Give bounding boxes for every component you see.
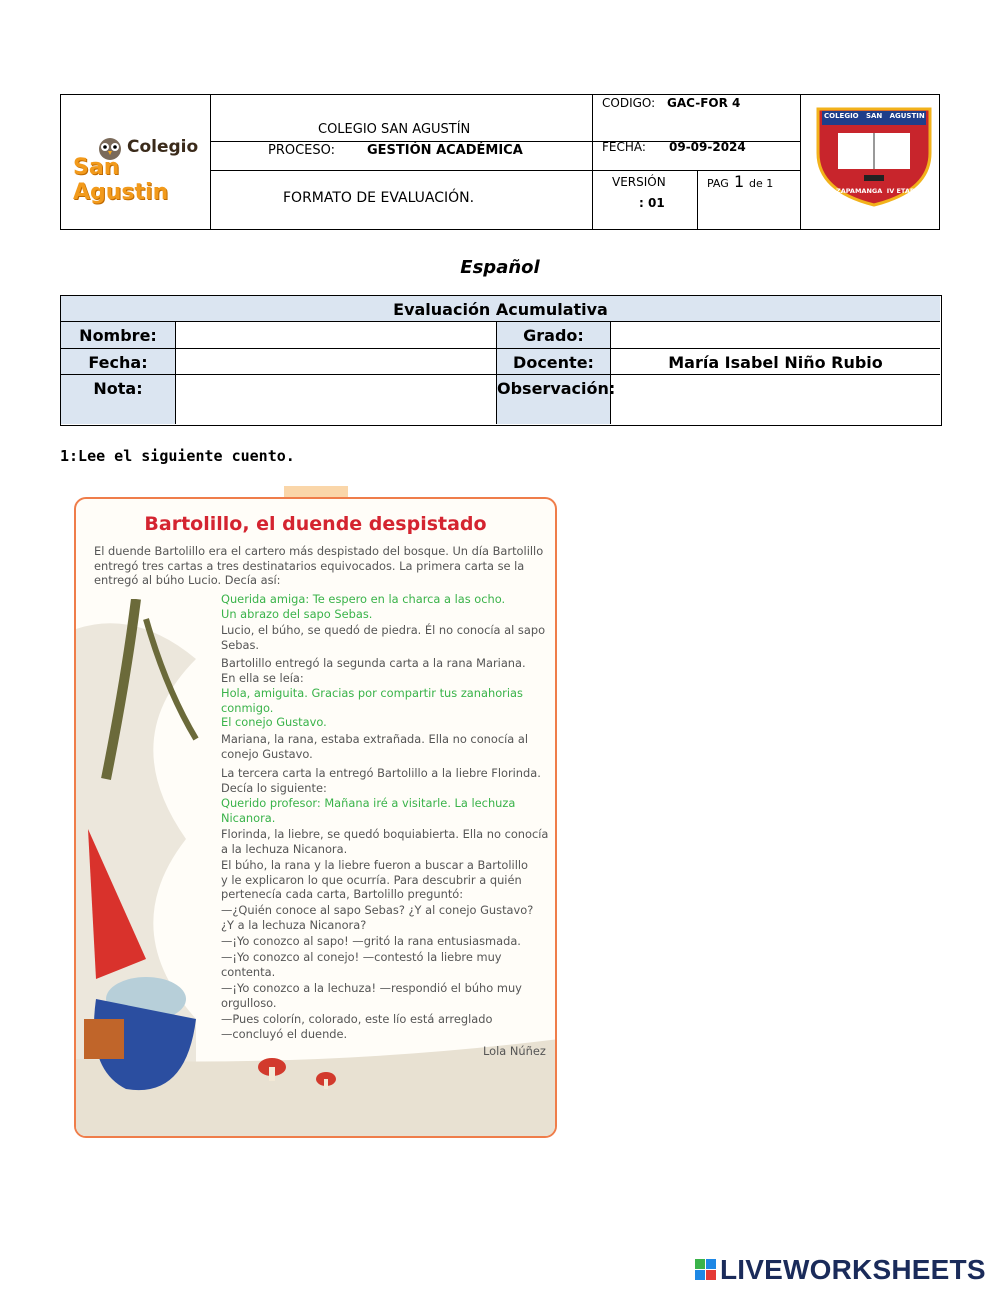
liveworksheets-watermark: LIVEWORKSHEETS (720, 1254, 986, 1285)
story-letter-2: Hola, amiguita. Gracias por compartir tus zanahorias conmigo. El conejo Gustavo. (221, 686, 523, 729)
story-dialogue-1: —¿Quién conoce al sapo Sebas? ¿Y al conejo Gustavo? ¿Y a la lechuza Nicanora? (221, 903, 534, 932)
crest-top-text: COLEGIO SAN AGUSTIN (824, 112, 925, 120)
teacher-value: María Isabel Niño Rubio (611, 349, 940, 375)
story-author: Lola Núñez (483, 1044, 546, 1058)
note-label: Nota: (61, 375, 176, 424)
name-label: Nombre: (61, 322, 176, 349)
story-dialogue-5: —Pues colorín, colorado, este lío está arreglado —concluyó el duende. (221, 1012, 493, 1041)
school-crest (814, 103, 934, 207)
document-header (60, 94, 940, 230)
date-field[interactable] (176, 349, 497, 375)
process-label: PROCESO: (268, 143, 336, 158)
version-value: : 01 (639, 196, 665, 210)
story-paragraph-5: La tercera carta la entregó Bartolillo a la liebre Florinda. Decía lo siguiente: (221, 766, 541, 795)
story-paragraph-2: Lucio, el búho, se quedó de piedra. Él no conocía al sapo Sebas. (221, 623, 546, 652)
question-1: 1:Lee el siguiente cuento. (60, 447, 295, 465)
observation-field[interactable] (611, 375, 940, 424)
name-field[interactable] (176, 322, 497, 349)
story-dialogue-2: —¡Yo conozco al sapo! —gritó la rana entusiasmada. (221, 934, 521, 948)
story-title: Bartolillo, el duende despistado (144, 513, 487, 535)
story-card (74, 497, 557, 1138)
teacher-label: Docente: (497, 349, 611, 375)
story-letter-1: Querida amiga: Te espero en la charca a las ocho. Un abrazo del sapo Sebas. (221, 592, 506, 621)
story-dialogue-3: —¡Yo conozco al conejo! —contestó la liebre muy contenta. (221, 950, 502, 979)
date-value: 09-09-2024 (669, 140, 746, 154)
school-logo: Colegio San Agustin (73, 137, 199, 205)
page-label: PAG (707, 177, 729, 190)
evaluation-title: Evaluación Acumulativa (61, 296, 940, 322)
story-paragraph-3: Bartolillo entregó la segunda carta a la rana Mariana. En ella se leía: (221, 656, 526, 685)
note-field[interactable] (176, 375, 497, 424)
story-paragraph-4: Mariana, la rana, estaba extrañada. Ella no conocía al conejo Gustavo. (221, 732, 529, 761)
liveworksheets-logo-icon (695, 1259, 717, 1281)
school-name: COLEGIO SAN AGUSTÍN (318, 122, 471, 137)
observation-label: Observación: (497, 375, 611, 424)
format-title: FORMATO DE EVALUACIÓN. (283, 190, 475, 206)
story-paragraph-7: El búho, la rana y la liebre fueron a buscar a Bartolillo y le explicaron lo que ocurría. Para descubrir a quién pertenecía cada carta, Bartolillo preguntó: (221, 858, 529, 901)
page-number: 1 (734, 172, 745, 191)
evaluation-table (60, 295, 942, 426)
story-dialogue-4: —¡Yo conozco a la lechuza! —respondió el búho muy orgulloso. (221, 981, 522, 1010)
story-paragraph-6: Florinda, la liebre, se quedó boquiabierta. Ella no conocía a la lechuza Nicanora. (221, 827, 549, 856)
version-label: VERSIÓN (612, 175, 666, 189)
subject-title: Español (460, 257, 540, 278)
page-of: de 1 (749, 177, 774, 190)
date-label: FECHA: (602, 140, 646, 154)
story-intro: El duende Bartolillo era el cartero más despistado del bosque. Un día Bartolillo entregó tres cartas a tres destinatarios equivocados. La primera carta se la entregó al búho Lucio. Decía así: (94, 544, 544, 587)
grade-field[interactable] (611, 322, 940, 349)
code-value: GAC-FOR 4 (667, 96, 741, 110)
process-value: GESTIÓN ACADÉMICA (367, 143, 523, 158)
story-letter-3: Querido profesor: Mañana iré a visitarle. La lechuza Nicanora. (221, 796, 516, 825)
grade-label: Grado: (497, 322, 611, 349)
code-label: CODIGO: (602, 96, 656, 110)
date-label: Fecha: (61, 349, 176, 375)
crest-bottom-text: ZAPAMANGA IV ETAPA (836, 187, 920, 195)
